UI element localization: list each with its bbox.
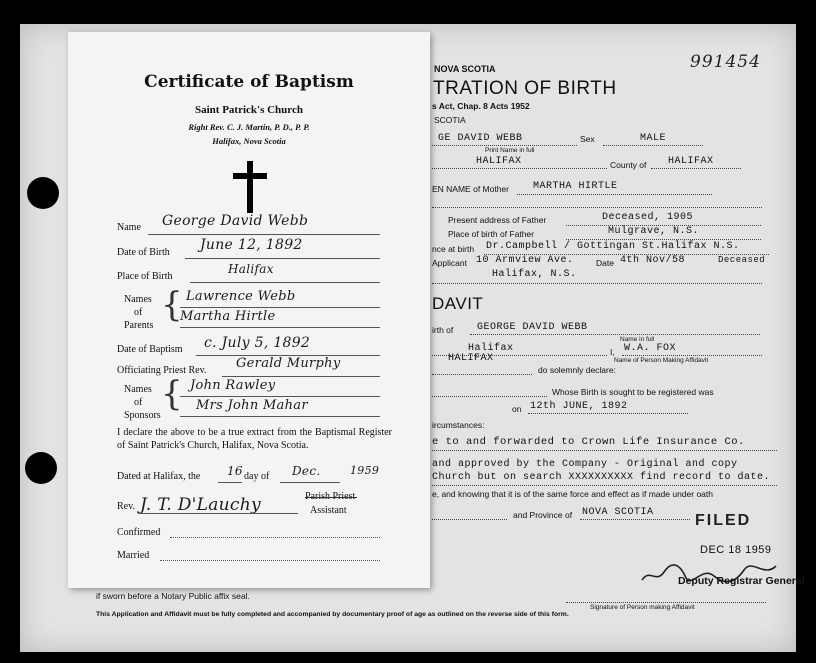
name-value: George David Webb: [162, 213, 309, 229]
province-of-line: [580, 518, 690, 520]
certificate-title: Certificate of Baptism: [144, 72, 354, 92]
church-rule: [432, 484, 777, 486]
scotia-fragment: SCOTIA: [434, 115, 466, 125]
parents-label-3: Parents: [124, 320, 154, 331]
forwarded-line: e to and forwarded to Crown Life Insurance Co.: [432, 436, 745, 448]
footer-note: This Application and Affidavit must be fully completed and accompanied by documentary proof of age as outlined on the reverse side of this form.: [96, 611, 569, 618]
sex-label: Sex: [580, 134, 595, 144]
baptism-value: c. July 5, 1892: [204, 335, 311, 351]
attendance-label: nce at birth: [432, 244, 475, 254]
dated-day-line: [218, 481, 242, 483]
dated-prefix: Dated at Halifax, the: [117, 471, 201, 482]
name-in-full-hint: Name in full: [620, 336, 655, 343]
rev-label: Rev.: [117, 501, 135, 512]
parents-label-2: of: [134, 307, 143, 318]
day-of-label: day of: [244, 471, 270, 482]
dated-month: Dec.: [292, 464, 321, 478]
birth-date-value: 12th JUNE, 1892: [530, 401, 628, 412]
mother-value: MARTHA HIRTLE: [533, 181, 618, 192]
county-of-line: [432, 518, 507, 520]
filed-stamp: FILED: [695, 512, 752, 529]
act-reference: s Act, Chap. 8 Acts 1952: [432, 101, 530, 111]
name-line: [148, 233, 380, 235]
place-line: [432, 167, 607, 169]
father-birthplace-line: [566, 238, 761, 240]
declaration-text: I declare the above to be a true extract from the Baptismal Register of Saint Patrick's Church, Halifax, Nova Scotia.: [117, 427, 392, 451]
dated-day: 16: [227, 464, 243, 478]
sponsors-brace: {: [161, 374, 183, 414]
place-value: HALIFAX: [476, 156, 522, 167]
deponent-line: [622, 354, 762, 356]
dob-line: [185, 257, 380, 259]
sponsor-1: John Rawley: [190, 378, 276, 393]
signature-line: [566, 601, 766, 603]
deponent-hint: Name of Person Making Affidavit: [614, 357, 709, 364]
applicant-value: 10 Armview Ave.: [476, 255, 574, 266]
knowing-line: e, and knowing that it is of the same force and effect as if made under oath: [432, 489, 713, 499]
church-name: Saint Patrick's Church: [195, 104, 303, 116]
rev-signature: J. T. D'Lauchy: [140, 495, 261, 515]
dob-value: June 12, 1892: [200, 237, 303, 253]
date-label: Date: [596, 258, 614, 268]
birth-of-value: GEORGE DAVID WEBB: [477, 322, 588, 333]
applicant-line: [432, 282, 762, 284]
mother-name: Martha Hirtle: [180, 309, 276, 324]
notary-note: if sworn before a Notary Public affix seal.: [96, 591, 250, 601]
child-name-value: GE DAVID WEBB: [438, 133, 523, 144]
pob-label: Place of Birth: [117, 271, 173, 282]
confirmed-line: [170, 537, 380, 538]
affidavit-heading: DAVIT: [432, 294, 484, 313]
sex-value: MALE: [640, 133, 667, 144]
pob-line: [190, 281, 380, 283]
registration-number: 991454: [690, 52, 761, 72]
name-label: Name: [117, 222, 141, 233]
signature-hint: Signature of Person making Affidavit: [590, 604, 695, 611]
father-name: Lawrence Webb: [186, 289, 296, 304]
mother-label: EN NAME of Mother: [432, 184, 509, 194]
priest-value: Gerald Murphy: [236, 356, 341, 371]
applicant-label: Applicant: [432, 258, 467, 268]
sponsors-label-2: of: [134, 397, 143, 408]
priest-line: Right Rev. C. J. Martin, P. D., P. P.: [188, 122, 310, 132]
sponsor-2-line: [180, 415, 380, 417]
father-birthplace-label: Place of birth of Father: [448, 229, 534, 239]
father-address-value: Deceased, 1905: [602, 212, 694, 223]
birth-date-line: [528, 412, 688, 414]
declare-line: [432, 373, 532, 375]
mother-line: [180, 326, 380, 328]
father-line: [180, 306, 380, 308]
county-value: HALIFAX: [668, 156, 714, 167]
birth-of-label: irth of: [432, 325, 454, 335]
pob-value: Halifax: [228, 262, 274, 276]
deponent-value: W.A. FOX: [624, 343, 677, 354]
dated-year: 1959: [350, 464, 380, 477]
whose-birth-text: Whose Birth is sought to be registered was: [552, 387, 714, 397]
parents-label-1: Names: [124, 294, 152, 305]
province-of-value: NOVA SCOTIA: [582, 507, 654, 518]
forwarded-rule: [432, 449, 777, 451]
dob-label: Date of Birth: [117, 247, 170, 258]
halifax-caps: HALIFAX: [448, 353, 494, 364]
date-value: 4th Nov/58: [620, 255, 686, 266]
on-label: on: [512, 404, 522, 414]
filed-date: DEC 18 1959: [700, 544, 772, 556]
baptism-label: Date of Baptism: [117, 344, 183, 355]
print-name-hint: Print Name in full: [485, 147, 535, 154]
punch-hole-top: [27, 177, 59, 209]
approved-line: and approved by the Company - Original and copy: [432, 459, 738, 470]
church-location: Halifax, Nova Scotia: [212, 136, 286, 146]
mother-line: [517, 193, 712, 195]
applicant-city: Halifax, N.S.: [492, 269, 577, 280]
parents-brace: {: [161, 285, 183, 325]
father-address-label: Present address of Father: [448, 215, 547, 225]
county-line: [651, 167, 741, 169]
deponent-i: I,: [610, 347, 615, 357]
county-label: County of: [610, 160, 647, 170]
confirmed-label: Confirmed: [117, 527, 161, 538]
solemnly-declare: do solemnly declare:: [538, 365, 616, 375]
married-line: [160, 560, 380, 561]
priest-label: Officiating Priest Rev.: [117, 365, 207, 376]
form-title: TRATION OF BIRTH: [433, 78, 617, 99]
circumstances-label: ircumstances:: [432, 420, 485, 430]
rev-line: [138, 512, 298, 514]
halifax-value: Halifax: [468, 343, 514, 354]
birth-of-line: [470, 333, 760, 335]
cross-icon: [233, 161, 267, 218]
parish-priest-strike: [305, 497, 357, 498]
attendance-value: Dr.Campbell / Gottingan St.Halifax N.S.: [486, 241, 740, 252]
deceased-note: Deceased: [718, 255, 766, 265]
deputy-registrar: Deputy Registrar General: [678, 575, 805, 587]
child-name-line: [432, 144, 577, 146]
church-line: Church but on search XXXXXXXXXX find record to date.: [432, 472, 771, 483]
punch-hole-bottom: [25, 452, 57, 484]
sponsor-2: Mrs John Mahar: [196, 398, 308, 413]
sponsors-label-1: Names: [124, 384, 152, 395]
dated-month-line: [280, 481, 340, 483]
province-header: NOVA SCOTIA: [434, 64, 496, 74]
assistant-label: Assistant: [310, 505, 347, 516]
sponsor-1-line: [180, 395, 380, 397]
province-of-label: and Province of: [513, 510, 573, 520]
blank-line-1: [432, 206, 762, 208]
whose-birth-line: [432, 395, 547, 397]
sex-line: [603, 144, 703, 146]
father-birthplace-value: Mulgrave, N.S.: [608, 226, 700, 237]
married-label: Married: [117, 550, 150, 561]
sponsors-label-3: Sponsors: [124, 410, 161, 421]
priest-name-line: [222, 375, 380, 377]
